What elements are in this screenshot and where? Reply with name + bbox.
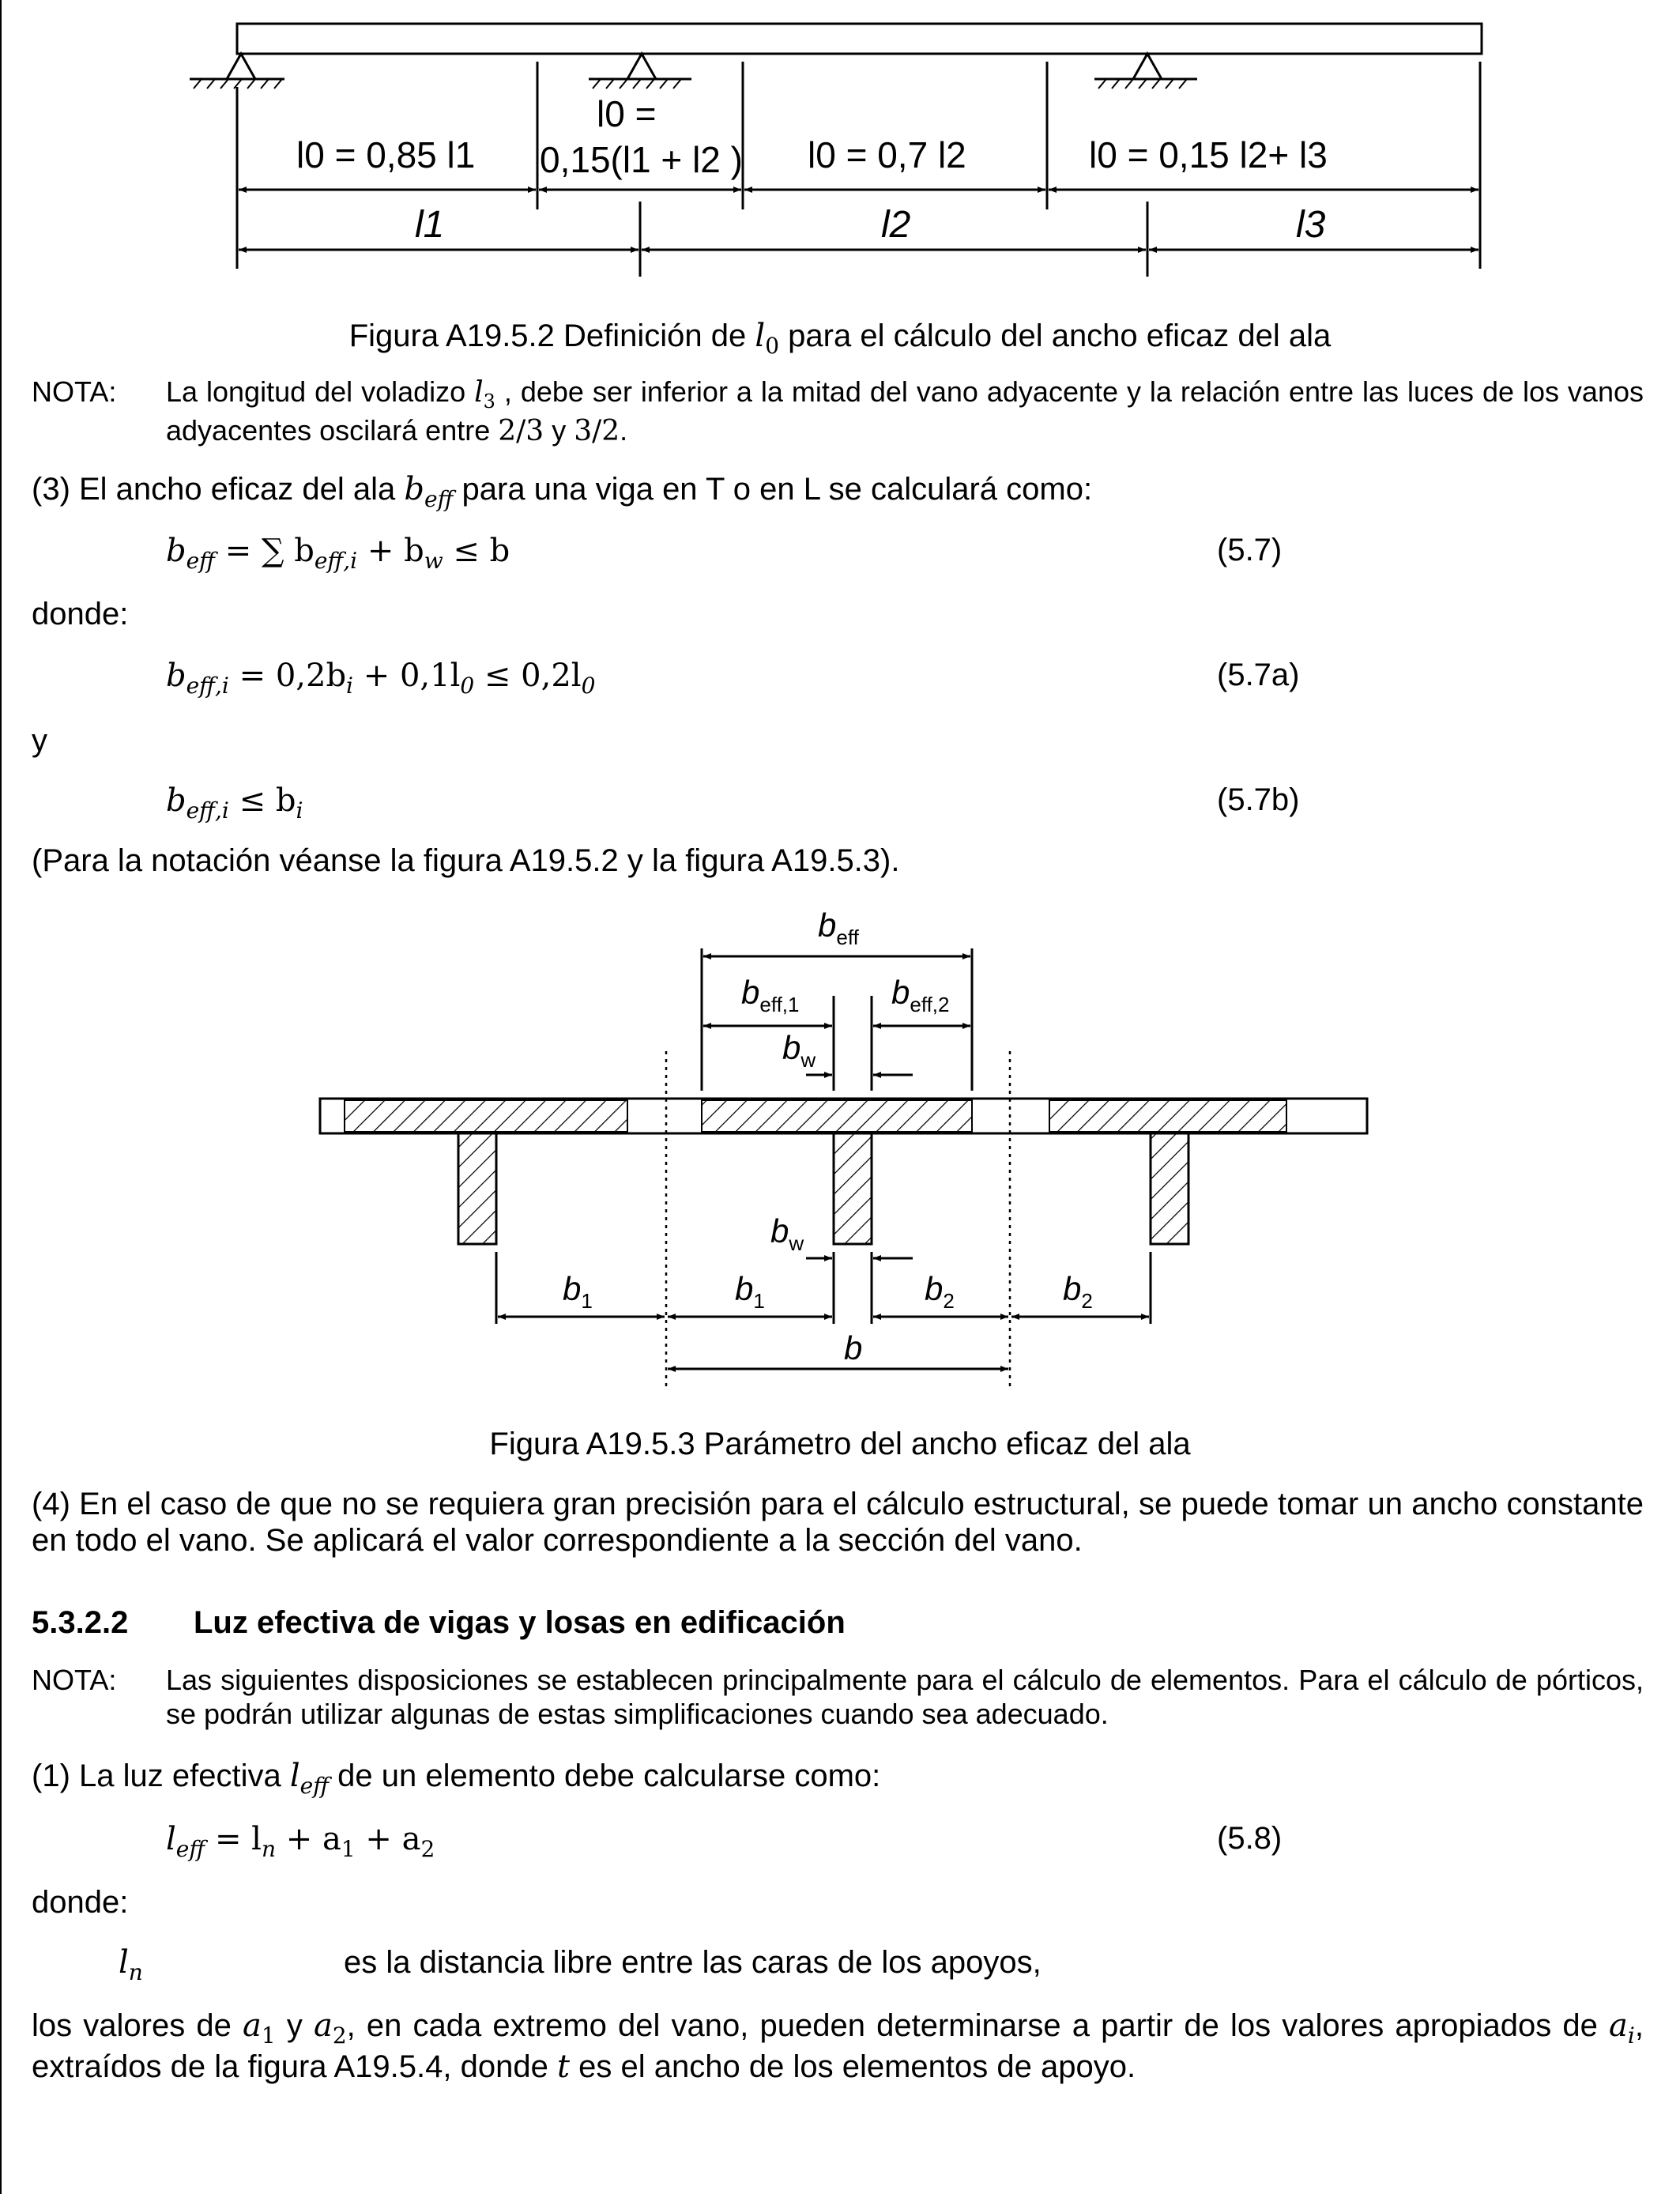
paragraph-4: (4) En el caso de que no se requiera gran precisión para el cálculo estructural, se puede tomar un ancho constante en todo el vano. Se aplicará el valor correspondiente a la sección del vano. — [32, 1487, 1644, 1558]
nota-2-text: Las siguientes disposiciones se establecen principalmente para el cálculo de elementos. Para el cálculo de pórticos, se podrán utilizar algunas de estas simplificaciones cuando sea adecuado. — [166, 1664, 1644, 1731]
figure-a19-5-3-caption: Figura A19.5.3 Parámetro del ancho eficaz del ala — [489, 1427, 1191, 1461]
flange-right-hatch — [1049, 1100, 1286, 1132]
b-arrows — [498, 1258, 1149, 1369]
web-left — [458, 1133, 496, 1244]
equation-5-7-number: (5.7) — [1217, 533, 1283, 567]
equation-5-8: $l_{eff} = l_n + a_1 + a_2$ — [166, 1821, 435, 1862]
donde-label-1: donde: — [32, 597, 129, 631]
nota-2-label: NOTA: — [32, 1664, 117, 1696]
l0-label-support3: l0 = 0,15 l2+ l3 — [1089, 134, 1328, 175]
section-number: 5.3.2.2 — [32, 1605, 129, 1640]
equation-5-7b: $b_{eff,i} \le b_i$ — [166, 782, 303, 824]
label-beff1: $b_{eff,1}$ — [741, 974, 800, 1016]
paragraph-3: (3) El ancho eficaz del ala $b_{eff}$ para una viga en T o en L se calculará como: — [32, 471, 1093, 512]
web-right — [1151, 1133, 1188, 1244]
label-b: b — [844, 1329, 863, 1367]
l0-label-span2: l0 = 0,7 l2 — [808, 134, 966, 175]
label-beff2: $b_{eff,2}$ — [891, 974, 950, 1016]
label-b1-left: $b_1$ — [563, 1270, 593, 1313]
section-title: Luz efectiva de vigas y losas en edificación — [194, 1605, 846, 1640]
equation-5-7: $b_{eff}$ = ∑ $b_{eff,i} + b_w \le b$ — [166, 533, 510, 574]
equation-5-7a: $b_{eff,i} = 0,2b_i + 0,1l_0 \le 0,2l_0$ — [166, 658, 596, 699]
figure-a19-5-3-diagram — [0, 901, 1680, 1415]
label-beff: $b_{eff}$ — [818, 907, 859, 949]
support-2 — [589, 54, 691, 79]
support-3-hatch — [1098, 79, 1187, 89]
definition-ln-text: es la distancia libre entre las caras de los apoyos, — [344, 1945, 1042, 1980]
span-label-l2: l2 — [881, 204, 911, 246]
label-b2-right: $b_2$ — [1063, 1270, 1093, 1313]
span-label-l1: l1 — [415, 204, 445, 246]
label-bw-top: $b_w$ — [782, 1029, 816, 1072]
donde-label-2: donde: — [32, 1885, 129, 1920]
top-extension-lines — [702, 948, 972, 1091]
beam — [237, 24, 1482, 54]
bottom-extension-lines — [496, 1252, 1151, 1324]
notation-reference: (Para la notación véanse la figura A19.5.2 y la figura A19.5.3). — [32, 843, 900, 878]
span-label-l3: l3 — [1296, 204, 1326, 246]
paragraph-final: los valores de $a_1$ y $a_2$, en cada extremo del vano, pueden determinarse a partir de los valores apropiados de $a_i$, extraídos de la figura A19.5.4, donde t es el ancho de los elementos de apoyo. — [32, 2007, 1644, 2086]
label-bw-bottom: $b_w$ — [770, 1212, 804, 1255]
flange-left-hatch — [345, 1100, 627, 1132]
nota-overhang-text: La longitud del voladizo $l_3$ , debe ser inferior a la mitad del vano adyacente y la relación entre las luces de los vanos adyacentes oscilará entre 2/3 y 3/2. — [166, 375, 1644, 447]
figure-a19-5-2-caption: Figura A19.5.2 Definición de $l_0$ para el cálculo del ancho eficaz del ala — [348, 318, 1332, 359]
l0-label-support2-bottom: 0,15(l1 + l2 ) — [540, 139, 743, 180]
equation-5-7a-number: (5.7a) — [1217, 658, 1300, 692]
support-2-hatch — [593, 79, 681, 89]
y-connector: y — [32, 723, 47, 758]
l0-label-span1: l0 = 0,85 l1 — [296, 134, 476, 175]
label-b2-left: $b_2$ — [925, 1270, 955, 1313]
l0-label-support2-top: l0 = — [597, 93, 657, 134]
web-middle — [834, 1133, 872, 1244]
support-1 — [190, 54, 284, 79]
equation-5-8-number: (5.8) — [1217, 1821, 1283, 1856]
paragraph-1: (1) La luz efectiva $l_{eff}$ de un elemento debe calcularse como: — [32, 1758, 881, 1799]
nota-label: NOTA: — [32, 375, 117, 408]
definition-ln-symbol: $l_n$ — [119, 1944, 143, 1985]
figure-a19-5-2-diagram — [0, 0, 1680, 300]
label-b1-right: $b_1$ — [735, 1270, 765, 1313]
flange-mid-hatch — [702, 1100, 972, 1132]
equation-5-7b-number: (5.7b) — [1217, 782, 1300, 817]
support-3 — [1094, 54, 1197, 79]
